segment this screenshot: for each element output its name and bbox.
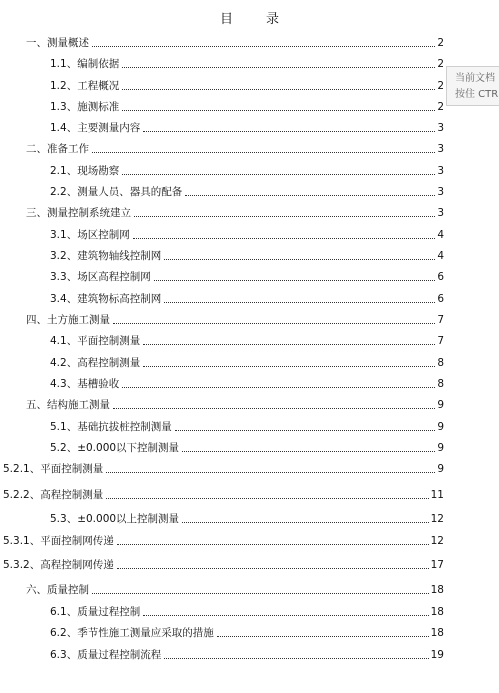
toc-leader xyxy=(164,301,435,303)
toc-entry-label: 5.1、基础抗拔桩控制测量 xyxy=(50,421,172,433)
toc-entry[interactable] xyxy=(3,460,444,476)
toc-entry[interactable] xyxy=(50,77,444,93)
toc-page-number: 12 xyxy=(430,535,444,547)
toc-entry[interactable] xyxy=(50,162,444,178)
hyperlink-tooltip xyxy=(446,66,499,106)
toc-entry[interactable] xyxy=(50,375,444,391)
toc-entry-label: 3.4、建筑物标高控制网 xyxy=(50,293,162,305)
toc-leader xyxy=(106,497,428,499)
toc-leader xyxy=(143,614,428,616)
toc-entry[interactable] xyxy=(26,34,444,50)
toc-entry-label: 6.1、质量过程控制 xyxy=(50,606,141,618)
toc-entry-label: 5.2.2、高程控制测量 xyxy=(3,489,104,501)
tooltip-line: 按住 CTR xyxy=(455,89,499,100)
toc-entry-label: 五、结构施工测量 xyxy=(26,399,110,411)
toc-entry[interactable] xyxy=(50,332,444,348)
toc-page-number: 9 xyxy=(437,421,444,433)
toc-leader xyxy=(134,215,435,217)
toc-leader xyxy=(143,365,435,367)
toc-entry[interactable] xyxy=(3,556,444,572)
toc-page-number: 7 xyxy=(437,335,444,347)
toc-entry[interactable] xyxy=(3,486,444,502)
toc-entry[interactable] xyxy=(26,311,444,327)
toc-page-number: 6 xyxy=(437,293,444,305)
toc-leader xyxy=(92,592,429,594)
toc-leader xyxy=(92,45,435,47)
toc-page-number: 2 xyxy=(437,58,444,70)
toc-entry[interactable] xyxy=(50,55,444,71)
toc-page-number: 3 xyxy=(437,143,444,155)
toc-page-number: 9 xyxy=(437,399,444,411)
toc-entry[interactable] xyxy=(50,290,444,306)
toc-entry[interactable] xyxy=(50,268,444,284)
toc-leader xyxy=(113,407,435,409)
toc-page-number: 18 xyxy=(430,606,444,618)
toc-entry-label: 5.2、±0.000以下控制测量 xyxy=(50,442,180,454)
toc-page-number: 8 xyxy=(437,357,444,369)
toc-page-number: 18 xyxy=(430,627,444,639)
toc-page-number: 2 xyxy=(437,80,444,92)
toc-entry-label: 4.2、高程控制测量 xyxy=(50,357,141,369)
toc-entry[interactable] xyxy=(50,624,444,640)
toc-leader xyxy=(92,151,435,153)
toc-page-number: 7 xyxy=(437,314,444,326)
toc-page-number: 9 xyxy=(437,463,444,475)
toc-leader xyxy=(154,279,436,281)
toc-entry[interactable] xyxy=(50,247,444,263)
toc-leader xyxy=(185,194,435,196)
toc-entry[interactable] xyxy=(50,603,444,619)
toc-page-number: 12 xyxy=(430,513,444,525)
toc-leader xyxy=(117,543,429,545)
toc-leader xyxy=(143,130,435,132)
toc-entry[interactable] xyxy=(26,140,444,156)
toc-page-number: 17 xyxy=(430,559,444,571)
toc-page-number: 2 xyxy=(437,37,444,49)
toc-entry-label: 5.3.2、高程控制网传递 xyxy=(3,559,114,571)
toc-page-number: 4 xyxy=(437,250,444,262)
toc-leader xyxy=(175,429,436,431)
toc-entry-label: 5.3、±0.000以上控制测量 xyxy=(50,513,180,525)
toc-leader xyxy=(113,322,435,324)
toc-leader xyxy=(122,109,435,111)
toc-entry[interactable] xyxy=(26,581,444,597)
toc-leader xyxy=(122,173,435,175)
toc-entry-label: 1.2、工程概况 xyxy=(50,80,120,92)
toc-title: 目 录 xyxy=(219,12,289,27)
toc-leader xyxy=(122,88,435,90)
toc-entry[interactable] xyxy=(26,396,444,412)
toc-entry-label: 4.3、基槽验收 xyxy=(50,378,120,390)
toc-entry[interactable] xyxy=(50,646,444,662)
toc-entry[interactable] xyxy=(3,532,444,548)
toc-entry-label: 四、土方施工测量 xyxy=(26,314,110,326)
toc-entry-label: 1.1、编制依据 xyxy=(50,58,120,70)
toc-entry[interactable] xyxy=(50,418,444,434)
toc-entry[interactable] xyxy=(50,354,444,370)
toc-entry-label: 2.1、现场勘察 xyxy=(50,165,120,177)
toc-entry-label: 3.2、建筑物轴线控制网 xyxy=(50,250,162,262)
toc-page-number: 3 xyxy=(437,207,444,219)
toc-entry[interactable] xyxy=(50,119,444,135)
toc-leader xyxy=(133,237,436,239)
toc-entry[interactable] xyxy=(50,439,444,455)
toc-entry[interactable] xyxy=(50,183,444,199)
toc-leader xyxy=(122,386,435,388)
toc-leader xyxy=(182,521,429,523)
toc-entry-label: 1.3、施测标准 xyxy=(50,101,120,113)
toc-entry-label: 6.3、质量过程控制流程 xyxy=(50,649,162,661)
toc-entry-label: 一、测量概述 xyxy=(26,37,89,49)
toc-entry-label: 1.4、主要测量内容 xyxy=(50,122,141,134)
toc-leader xyxy=(117,567,429,569)
toc-entry-label: 2.2、测量人员、器具的配备 xyxy=(50,186,183,198)
toc-entry-label: 3.1、场区控制网 xyxy=(50,229,130,241)
toc-page-number: 11 xyxy=(430,489,444,501)
toc-leader xyxy=(106,471,435,473)
toc-page-number: 6 xyxy=(437,271,444,283)
toc-entry[interactable] xyxy=(50,226,444,242)
toc-leader xyxy=(217,635,429,637)
tooltip-line: 当前文档 xyxy=(455,73,495,84)
toc-entry-label: 5.2.1、平面控制测量 xyxy=(3,463,104,475)
toc-leader xyxy=(164,657,428,659)
toc-entry-label: 5.3.1、平面控制网传递 xyxy=(3,535,114,547)
toc-page-number: 3 xyxy=(437,165,444,177)
toc-leader xyxy=(182,450,435,452)
toc-entry[interactable] xyxy=(26,204,444,220)
toc-page-number: 19 xyxy=(430,649,444,661)
toc-page-number: 8 xyxy=(437,378,444,390)
toc-page-number: 3 xyxy=(437,122,444,134)
toc-entry-label: 三、测量控制系统建立 xyxy=(26,207,131,219)
toc-entry[interactable] xyxy=(50,510,444,526)
toc-entry-label: 4.1、平面控制测量 xyxy=(50,335,141,347)
toc-leader xyxy=(143,343,435,345)
toc-page-number: 3 xyxy=(437,186,444,198)
toc-page-number: 2 xyxy=(437,101,444,113)
toc-entry-label: 6.2、季节性施工测量应采取的措施 xyxy=(50,627,214,639)
toc-entry-label: 3.3、场区高程控制网 xyxy=(50,271,151,283)
toc-leader xyxy=(164,258,435,260)
toc-entry-label: 二、准备工作 xyxy=(26,143,89,155)
toc-entry-label: 六、质量控制 xyxy=(26,584,89,596)
toc-page-number: 18 xyxy=(430,584,444,596)
toc-page-number: 9 xyxy=(437,442,444,454)
toc-leader xyxy=(122,66,435,68)
toc-entry[interactable] xyxy=(50,98,444,114)
toc-page-number: 4 xyxy=(437,229,444,241)
